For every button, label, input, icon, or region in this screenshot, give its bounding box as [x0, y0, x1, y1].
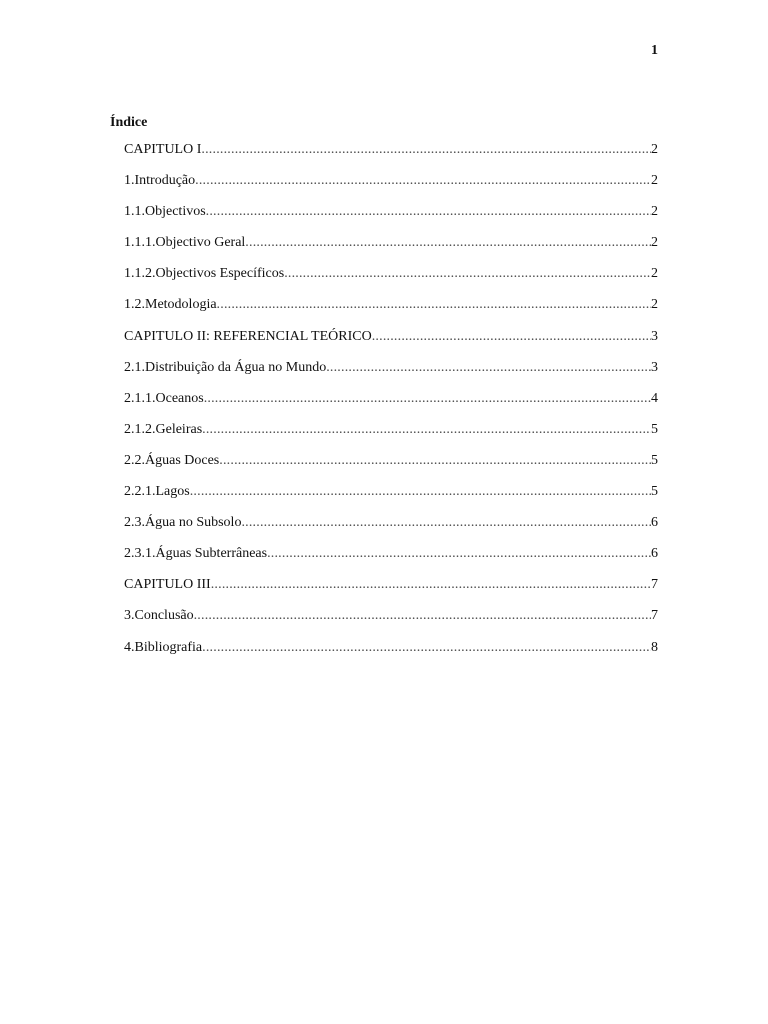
toc-entry-page: 2 [651, 235, 658, 251]
toc-entry-page: 2 [651, 142, 658, 157]
toc-entry-page: 2 [651, 173, 658, 189]
toc-entry-label: 2.2.Águas Doces [124, 452, 220, 468]
toc-entry-page: 7 [651, 608, 658, 624]
toc-entry-label: 1.1.2.Objectivos Específicos [124, 266, 285, 282]
toc-entry[interactable] [124, 203, 658, 234]
toc-entry-label: 3.Conclusão [124, 608, 194, 624]
toc-entry-label: 2.3.Água no Subsolo [124, 515, 242, 531]
toc-entry[interactable] [124, 265, 658, 296]
toc-entry-label: 2.2.1.Lagos [124, 484, 190, 500]
toc-entry[interactable] [124, 576, 658, 607]
toc-entry-label: CAPITULO II: REFERENCIAL TEÓRICO [124, 328, 372, 344]
dot-leader [201, 141, 651, 159]
toc-entry-label: 1.1.1.Objectivo Geral [124, 235, 246, 251]
toc-entry[interactable] [124, 328, 658, 359]
dot-leader [372, 328, 651, 346]
dot-leader [206, 203, 651, 221]
toc-entry-page: 2 [651, 297, 658, 313]
toc-entry-label: CAPITULO I [124, 142, 202, 157]
dot-leader [190, 483, 651, 501]
toc-entry[interactable] [124, 514, 658, 545]
toc-entry[interactable] [124, 172, 658, 203]
toc-entry-page: 5 [651, 484, 658, 500]
toc-entry-label: 2.1.1.Oceanos [124, 390, 204, 406]
toc-entry-label: CAPITULO III [124, 577, 211, 593]
toc-entry[interactable] [124, 234, 658, 265]
dot-leader [326, 359, 651, 377]
toc-list [124, 141, 658, 670]
toc-entry-label: 1.2.Metodologia [124, 297, 217, 313]
dot-leader [202, 421, 651, 439]
dot-leader [219, 452, 651, 470]
toc-entry[interactable] [124, 141, 658, 172]
toc-entry-page: 7 [651, 577, 658, 593]
toc-entry-page: 2 [651, 204, 658, 220]
toc-entry[interactable] [124, 421, 658, 452]
toc-entry-page: 4 [651, 390, 658, 406]
dot-leader [245, 234, 651, 252]
dot-leader [217, 296, 651, 314]
toc-entry[interactable] [124, 359, 658, 390]
toc-entry-label: 2.1.Distribuição da Água no Mundo [124, 359, 327, 375]
toc-entry-page: 3 [651, 328, 658, 344]
dot-leader [211, 576, 651, 594]
dot-leader [241, 514, 651, 532]
toc-entry[interactable] [124, 545, 658, 576]
toc-entry-label: 4.Bibliografia [124, 639, 203, 655]
toc-entry-page: 3 [651, 359, 658, 375]
dot-leader [267, 545, 651, 563]
dot-leader [284, 265, 651, 283]
toc-entry-page: 5 [651, 421, 658, 437]
dot-leader [202, 639, 651, 657]
toc-entry[interactable] [124, 607, 658, 638]
dot-leader [204, 390, 651, 408]
toc-entry[interactable] [124, 452, 658, 483]
toc-title: Índice [110, 115, 148, 130]
toc-entry-page: 2 [651, 266, 658, 282]
page-number: 1 [651, 43, 658, 58]
toc-entry[interactable] [124, 296, 658, 327]
toc-entry[interactable] [124, 639, 658, 670]
toc-entry-label: 2.3.1.Águas Subterrâneas [124, 546, 268, 562]
toc-entry-label: 1.1.Objectivos [124, 204, 206, 220]
toc-entry[interactable] [124, 390, 658, 421]
toc-entry-label: 2.1.2.Geleiras [124, 421, 203, 437]
toc-entry-page: 6 [651, 546, 658, 562]
toc-entry-page: 8 [651, 639, 658, 655]
toc-entry-page: 5 [651, 452, 658, 468]
toc-entry[interactable] [124, 483, 658, 514]
toc-entry-label: 1.Introdução [124, 173, 196, 189]
dot-leader [194, 607, 651, 625]
toc-entry-page: 6 [651, 515, 658, 531]
dot-leader [195, 172, 651, 190]
